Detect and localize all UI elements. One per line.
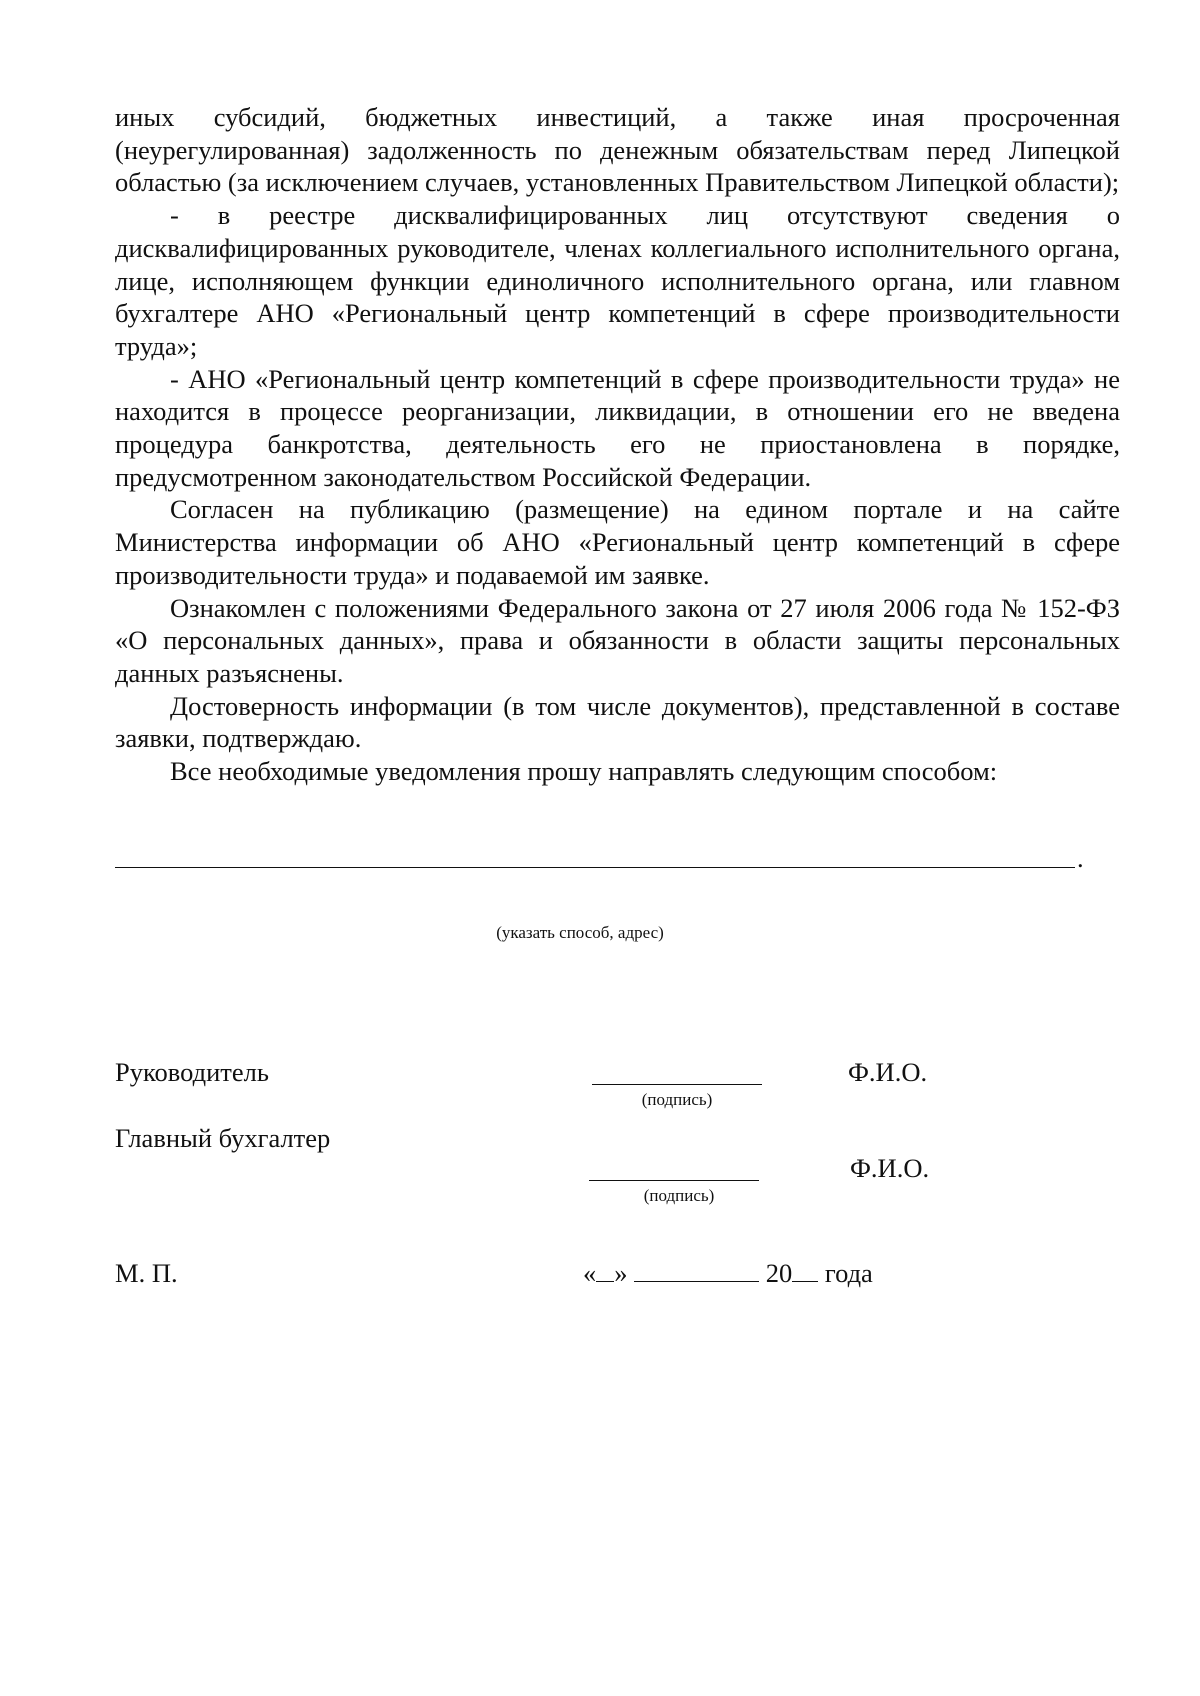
- accountant-signature-caption: (подпись): [643, 1186, 715, 1205]
- document-body: [115, 101, 1120, 788]
- accountant-fio: Ф.И.О.: [850, 1153, 930, 1183]
- head-signature-caption: (подпись): [641, 1090, 713, 1109]
- date-suffix: года: [824, 1258, 873, 1288]
- stamp-label: М. П.: [115, 1258, 178, 1288]
- paragraph-reliability: Достоверность информации (в том числе документов), представленной в составе заявки, подтверждаю.: [115, 690, 1120, 754]
- head-label: Руководитель: [115, 1057, 269, 1087]
- fill-line-period: .: [1077, 843, 1084, 873]
- paragraph-personal-data: Ознакомлен с положениями Федерального закона от 27 июля 2006 года № 152-ФЗ «О персональных данных», права и обязанности в области защиты персональных данных разъяснены.: [115, 592, 1120, 688]
- date-close-quote: »: [614, 1258, 628, 1288]
- date-year-blank[interactable]: [792, 1259, 818, 1282]
- paragraph-debt-continuation: иных субсидий, бюджетных инвестиций, а также иная просроченная (неурегулированная) задолженность по денежным обязательствам перед Липецкой областью (за исключением случаев, установленных Правительством Липецкой области);: [115, 102, 1120, 198]
- paragraph-publication-consent: Согласен на публикацию (размещение) на едином портале и на сайте Министерства информации об АНО «Региональный центр компетенций в сфере производительности труда» и подаваемой им заявке.: [115, 494, 1120, 590]
- paragraph-no-reorganization: - АНО «Региональный центр компетенций в сфере производительности труда» не находится в процессе реорганизации, ликвидации, в отношении его не введена процедура банкротства, деятельность его не приостановлена в порядке, предусмотренном законодательством Российской Федерации.: [115, 363, 1120, 492]
- notification-method-line[interactable]: [115, 867, 1075, 868]
- date-year-prefix: 20: [765, 1258, 793, 1288]
- date-day-blank[interactable]: [596, 1259, 614, 1282]
- date-field: [583, 1258, 873, 1288]
- accountant-label: Главный бухгалтер: [115, 1123, 331, 1153]
- paragraph-disqualified-persons: - в реестре дисквалифицированных лиц отсутствуют сведения о дисквалифицированных руководителе, членах коллегиального исполнительного органа, лице, исполняющем функции единоличного исполнительного органа, или главном бухгалтере АНО «Региональный центр компетенций в сфере производительности труда»;: [115, 200, 1120, 361]
- accountant-signature-line[interactable]: [589, 1180, 759, 1181]
- paragraph-notifications: Все необходимые уведомления прошу направлять следующим способом:: [170, 756, 998, 787]
- head-signature-line[interactable]: [592, 1084, 762, 1085]
- address-caption: (указать способ, адрес): [496, 923, 664, 942]
- head-fio: Ф.И.О.: [848, 1057, 928, 1087]
- date-open-quote: «: [583, 1258, 597, 1288]
- date-month-blank[interactable]: [634, 1259, 759, 1282]
